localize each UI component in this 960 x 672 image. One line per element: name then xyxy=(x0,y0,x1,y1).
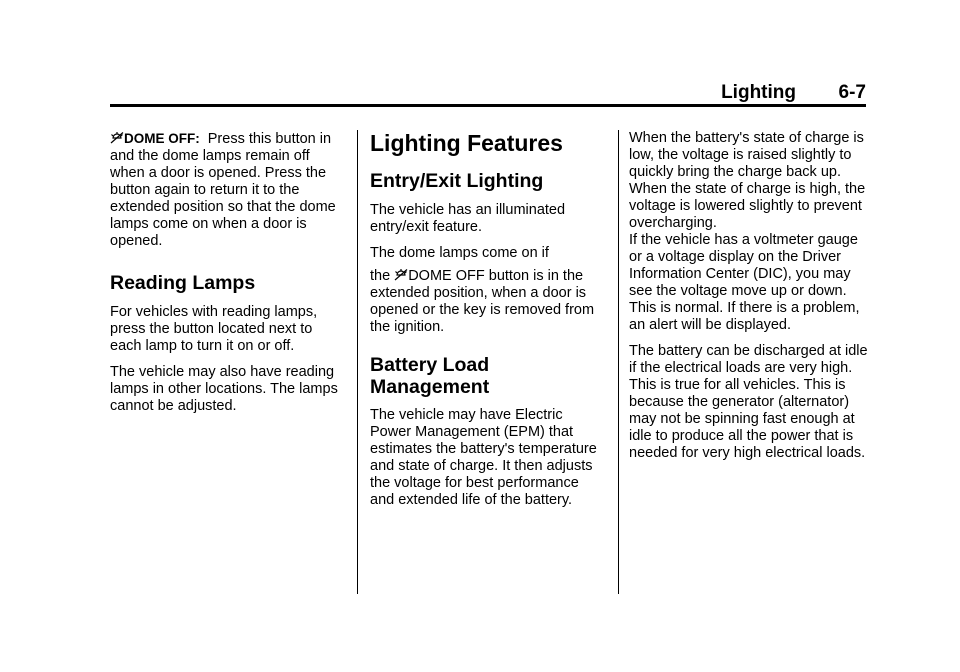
epm-paragraph-3: The battery can be discharged at idle if the electrical loads are very high. This is true for all vehicles. This is because the generator (alternator) may not be spinning fast enough at idle to produce all the power that is needed for very high electrical loads. xyxy=(629,343,868,461)
battery-load-paragraph: The vehicle may have Electric Power Management (EPM) that estimates the battery's temperature and state of charge. It then adjusts the voltage for best performance and extended life of the battery. xyxy=(370,407,597,508)
column-3 xyxy=(629,130,869,471)
reading-lamps-paragraph-1: For vehicles with reading lamps, press the button located next to each lamp to turn it on or off. xyxy=(110,304,318,354)
page-number: 6-7 xyxy=(838,82,866,103)
battery-load-heading-line-2: Management xyxy=(370,376,490,398)
dome-off-term: DOME OFF: xyxy=(124,131,200,146)
entry-exit-paragraph-2 xyxy=(370,268,606,336)
entry-exit-the: the xyxy=(370,268,391,284)
reading-lamps-paragraph-2: The vehicle may also have reading lamps in other locations. The lamps cannot be adjusted. xyxy=(110,364,338,414)
section-title: Lighting xyxy=(721,82,796,103)
column-divider xyxy=(618,130,619,594)
dome-off-text: Press this button in and the dome lamps remain off when a door is opened. Press the button again to return it to the extended position so that the dome lamps come on when a door is opened. xyxy=(110,131,336,249)
entry-exit-paragraph-1: The vehicle has an illuminated entry/exit feature. xyxy=(370,202,566,235)
reading-lamps-heading: Reading Lamps xyxy=(110,272,256,294)
column-2 xyxy=(370,130,606,518)
epm-paragraph-2: If the vehicle has a voltmeter gauge or a voltage display on the Driver Information Center (DIC), you may see the voltage move up or down. This is normal. If there is a problem, an alert will be displayed. xyxy=(629,232,860,333)
entry-exit-text: DOME OFF button is in the extended position, when a door is opened or the key is removed from the ignition. xyxy=(370,268,595,335)
dome-off-paragraph xyxy=(110,130,342,250)
epm-paragraph-1: When the battery's state of charge is low, the voltage is raised slightly to quickly bring the charge back up. When the state of charge is high, the voltage is lowered slightly to prevent overcharging. xyxy=(629,130,866,231)
battery-load-heading xyxy=(370,354,606,398)
dome-lamp-off-icon xyxy=(110,131,124,144)
column-1 xyxy=(110,130,342,424)
dome-lamp-off-icon xyxy=(394,268,408,281)
page-header xyxy=(110,82,866,107)
lighting-features-heading: Lighting Features xyxy=(370,130,563,156)
entry-exit-paragraph-2a: The dome lamps come on if xyxy=(370,245,549,261)
entry-exit-heading: Entry/Exit Lighting xyxy=(370,170,544,192)
column-divider xyxy=(357,130,358,594)
battery-load-heading-line-1: Battery Load xyxy=(370,354,490,376)
